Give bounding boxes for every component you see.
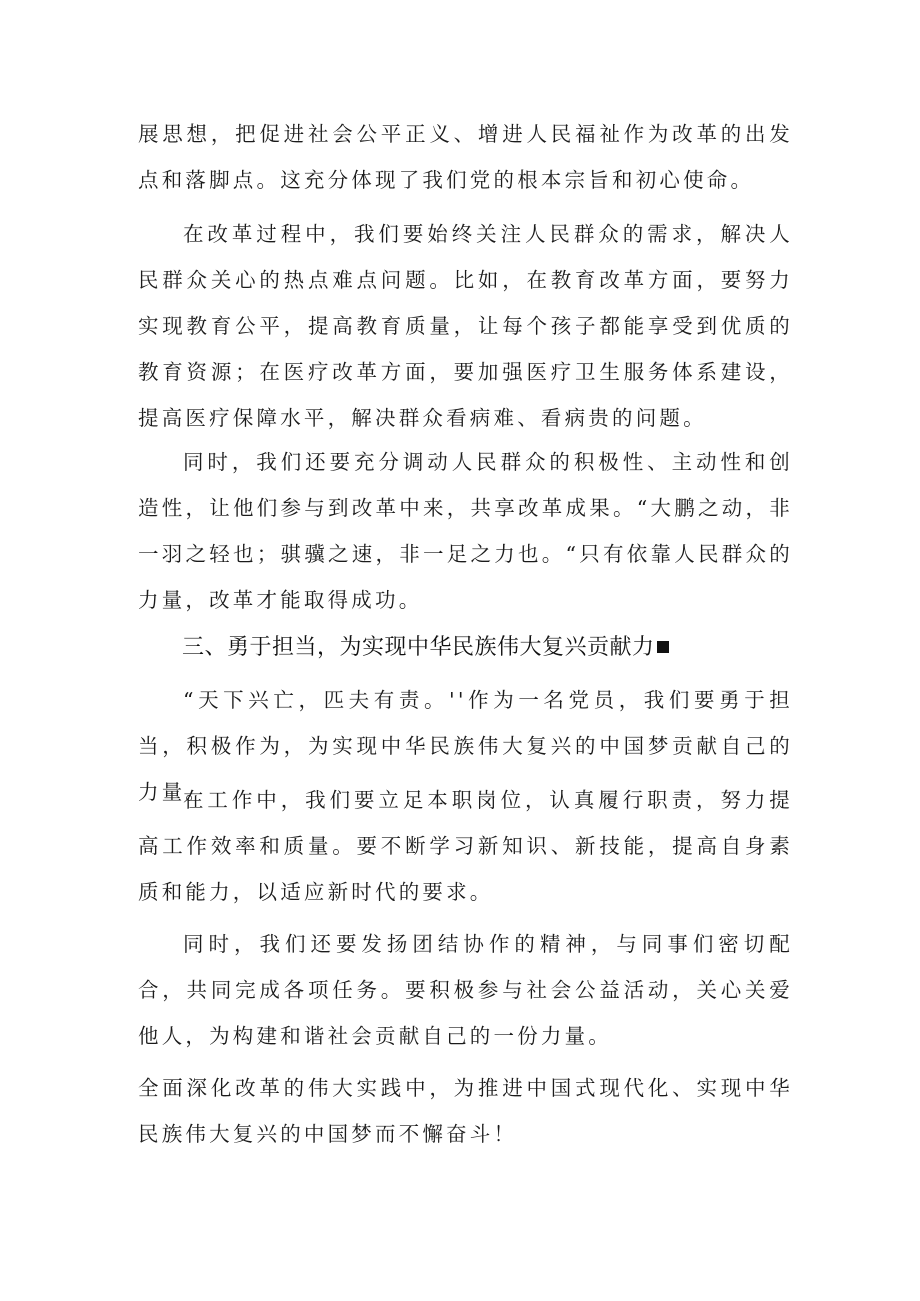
paragraph-work-duty: 在工作中，我们要立足本职岗位，认真履行职责，努力提高工作效率和质量。要不断学习新知识、新技能，提高自身素质和能力，以适应新时代的要求。 <box>138 788 793 904</box>
section-heading-text: 三、勇于担当，为实现中华民族伟大复兴贡献力 <box>182 635 655 660</box>
square-bullet-icon <box>657 641 669 653</box>
paragraph-responsibility-quote: “天下兴亡，匹夫有责。''作为一名党员，我们要勇于担当，积极作为，为实现中华民族伟大复兴的中国梦贡献自己的力量。 <box>138 688 793 804</box>
paragraph-conclusion: 全面深化改革的伟大实践中，为推进中国式现代化、实现中华民族伟大复兴的中国梦而不懈奋斗！ <box>138 1076 793 1146</box>
section-heading <box>182 628 669 668</box>
paragraph-mobilize-people: 同时，我们还要充分调动人民群众的积极性、主动性和创造性，让他们参与到改革中来，共享改革成果。“大鹏之动，非一羽之轻也；骐骥之速，非一足之力也。“只有依靠人民群众的力量，改革才能取得成功。 <box>138 450 793 612</box>
paragraph-reform-needs: 在改革过程中，我们要始终关注人民群众的需求，解决人民群众关心的热点难点问题。比如，在教育改革方面，要努力实现教育公平，提高教育质量，让每个孩子都能享受到优质的教育资源；在医疗改革方面，要加强医疗卫生服务体系建设，提高医疗保障水平，解决群众看病难、看病贵的问题。 <box>138 222 793 430</box>
paragraph-intro-continuation: 展思想，把促进社会公平正义、增进人民福祉作为改革的出发点和落脚点。这充分体现了我们党的根本宗旨和初心使命。 <box>138 122 793 192</box>
paragraph-teamwork: 同时，我们还要发扬团结协作的精神，与同事们密切配合，共同完成各项任务。要积极参与社会公益活动，关心关爱他人，为构建和谐社会贡献自己的一份力量。 <box>138 932 793 1048</box>
